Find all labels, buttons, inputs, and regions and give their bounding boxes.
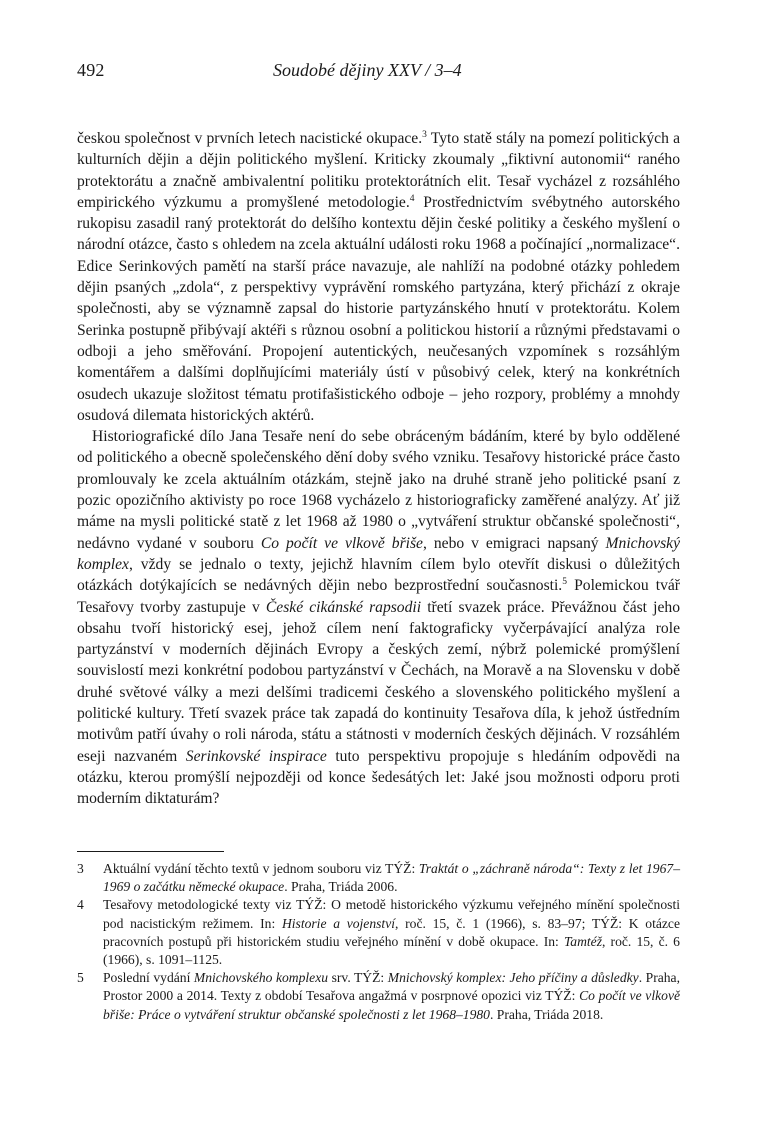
footnote-text: , roč. 15, č. 6 (1966), s. 1091–1125. <box>103 933 680 968</box>
footnote-text: . Praha, Prostor 2000 a 2014. Texty z období Tesařova angažmá v posrpnové opozici viz TÝŽ: <box>103 970 680 1004</box>
footnote-number: 3 <box>77 861 84 876</box>
book-title: České cikánské rapsodii <box>265 598 422 616</box>
footnote-text: , roč. 15, č. 1 (1966), s. 83–97; TÝŽ: K otázce pracovních postupů při historickém studiu veřejného mínění v době okupace. In: <box>103 915 680 949</box>
footnote-ref-5[interactable]: 5 <box>562 577 567 588</box>
footnote-3 <box>77 860 680 896</box>
footnote-ref-3[interactable]: 3 <box>422 130 427 140</box>
text-run: Prostřednictvím svébytného autorského rukopisu zasadil raný protektorát do delšího kontextu dějin české politiky a českého myšlení o národní otázce, často s ohledem na zcela aktuální události roku 1968 a počínající „normalizace“. Edice Serinkových pamětí na starší práce navazuje, ale nahlíží na podobné otázky pohledem dějin psaných „zdola“, z perspektivy vyprávění romského partyzána, který přichází z okraje společnosti, aby se významně zapsal do historie partyzánského hnutí v protektorátu. Kolem Serinka postupně přibývají aktéři s různou osobní a politickou historií a různými představami o odboji a jeho směřování. Propojení autentických, neučesaných vzpomínek s rozsáhlým komentářem a dalšími doplňujícími materiály ústí v působivý celek, který na konkrétních osudech ukazuje složitost tématu protifašistického odboje – jeho rozpory, problémy a mnohdy osudová dilemata historických aktérů. <box>77 193 680 424</box>
page-number: 492 <box>77 60 105 80</box>
article-body <box>77 128 680 810</box>
essay-title: Serinkovské inspirace <box>185 747 327 765</box>
paragraph-1 <box>77 128 680 426</box>
cited-title: Historie a vojenství <box>281 915 396 931</box>
text-run: , vždy se jednalo o texty, jejichž hlavním cílem bylo otevřít diskusi o důležitých otázkách dotýkajících se nedávných dějin nebo bezprostřední současnosti. <box>77 555 680 595</box>
text-run: Tyto statě stály na pomezí politických a kulturních dějin a dějin politického myšlení. Kriticky zkoumaly „fiktivní autonomii“ raného protektorátu a značně ambivalentní politiku protektorátních elit. Tesař vycházel z rozsáhlého empirického výzkumu a promyšlené metodologie. <box>77 130 681 211</box>
footnote-number: 5 <box>77 970 84 986</box>
footnote-5 <box>77 969 680 1024</box>
page-header <box>77 60 680 86</box>
footnote-text: srv. TÝŽ: <box>328 970 388 986</box>
text-run: Historiografické dílo Jana Tesaře není do sebe obráceným bádáním, které by bylo oddělené od politického a obecně společenského dění doby svého vzniku. Tesařovy historické práce často promlouvaly ke zcela aktuálním otázkám, stejně jako na druhé straně jeho politické psaní z pozic opozičního aktivisty po roce 1968 vycházelo z historiograficky zaměřené analýzy. Ať již máme na mysli politické statě z let 1968 až 1980 o „vytváření struktur občanské společnosti“, nedávno vydané v souboru <box>77 428 680 552</box>
cited-title: Traktát o „záchraně národa“: Texty z let 1967–1969 o začátku německé okupace <box>103 861 680 895</box>
footnote-ref-4[interactable]: 4 <box>409 193 415 204</box>
cited-title: Mnichovského komplexu <box>193 970 329 986</box>
text-run: tuto perspektivu propojuje s hledáním odpovědi na otázku, kterou promýšlí nejpozději od konce šedesátých let: Jaké jsou možnosti odporu proti moderním diktaturám? <box>77 747 680 808</box>
footnote-text: Tesařovy metodologické texty viz TÝŽ: O metodě historického výzkumu veřejného mínění společnosti pod nacistickým režimem. In: <box>103 897 680 931</box>
footnote-divider <box>77 851 224 852</box>
text-run: , nebo v emigraci napsaný <box>422 534 606 552</box>
footnote-text: . Praha, Triáda 2006. <box>284 879 398 895</box>
text-run: českou společnost v prvních letech nacistické okupace. <box>77 130 423 147</box>
cited-title: Tamtéž <box>563 933 602 949</box>
footnote-text: Aktuální vydání těchto textů v jednom souboru viz TÝŽ: <box>103 861 419 876</box>
paragraph-2 <box>77 426 680 809</box>
book-title: Mnichovský komplex <box>77 534 680 573</box>
text-run: třetí svazek práce. Převážnou část jeho obsahu tvoří historický esej, jehož cílem není faktograficky vyčerpávající analýza role partyzánství v moderních dějinách Evropy a českých zemí, nýbrž polemické promýšlení souvislostí mezi konkrétní podobou partyzánství v Čechách, na Moravě a na Slovensku v době druhé světové války a mezi delšími tradicemi českého a slovenského politického myšlení a politické kultury. Třetí svazek práce tak zapadá do kontinuity Tesařova díla, k jehož ústředním motivům patří úvahy o roli národa, státu a státnosti v moderních českých dějinách. V rozsáhlém eseji nazvaném <box>77 598 681 765</box>
footnote-4 <box>77 896 680 969</box>
cited-title: Mnichovský komplex: Jeho příčiny a důsledky <box>387 970 639 986</box>
footnote-text: Poslední vydání <box>103 970 194 986</box>
footnote-number: 4 <box>77 897 84 913</box>
text-run: Polemickou tvář Tesařovy tvorby zastupuje v <box>77 577 681 616</box>
running-title: Soudobé dějiny XXV / 3–4 <box>273 60 462 80</box>
book-title: Co počít ve vlkově břiše <box>260 534 423 552</box>
footnotes <box>77 860 680 1024</box>
cited-title: Co počít ve vlkově břiše: Práce o vytváření struktur občanské společnosti z let 1968–1980 <box>103 988 681 1022</box>
footnote-text: . Praha, Triáda 2018. <box>489 1006 604 1022</box>
